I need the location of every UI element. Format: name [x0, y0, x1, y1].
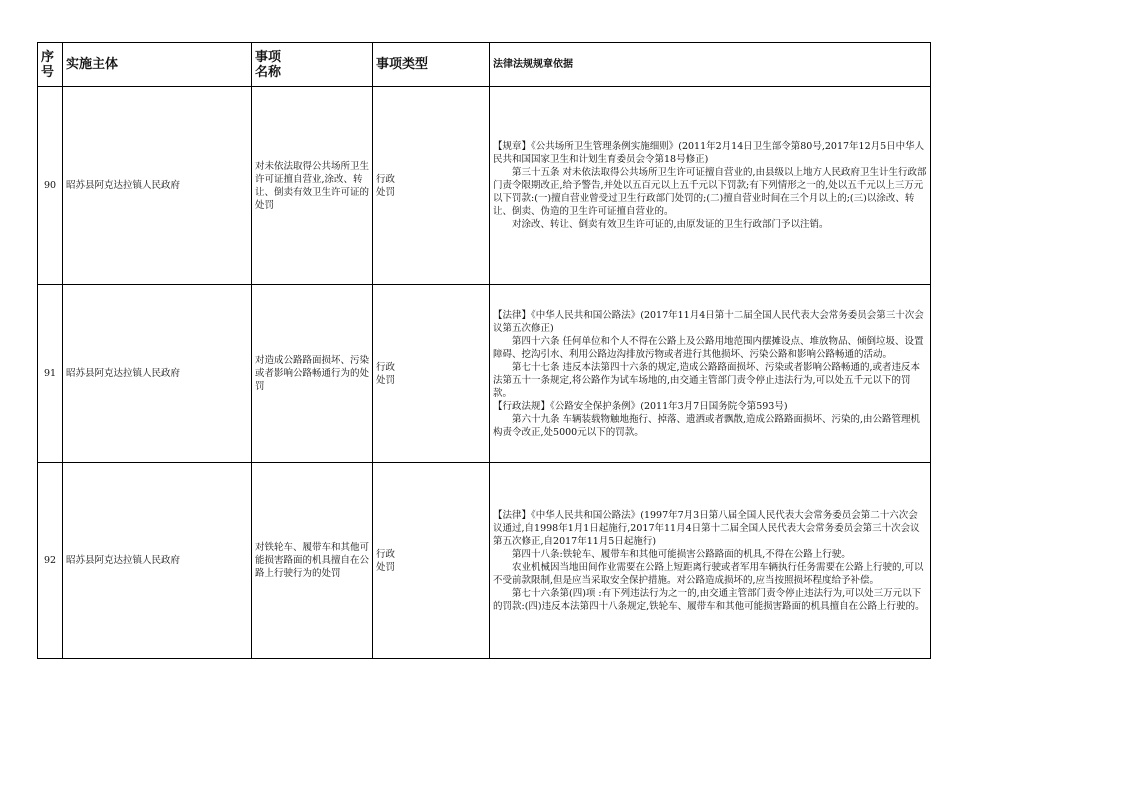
basis-paragraph: 第六十九条 车辆装载物触地拖行、掉落、遗洒或者飘散,造成公路路面损坏、污染的,由公路管理机构责令改正,处5000元以下的罚款。: [493, 413, 921, 438]
table-row: [38, 87, 931, 285]
header-no-text: 序 号: [41, 49, 55, 80]
basis-paragraph: 第七十六条第(四)项 :有下列违法行为之一的,由交通主管部门责令停止违法行为,可以处三万元以下的罚款:(四)违反本法第四十八条规定,铁轮车、履带车和其他可能损害路面的机具擅自在公路上行驶的。: [493, 587, 925, 612]
row-entity: 昭苏县阿克达拉镇人民政府: [63, 463, 252, 659]
row-basis: [490, 285, 931, 463]
header-entity: [63, 43, 252, 87]
table-row: [38, 285, 931, 463]
basis-paragraph: 【法律】《中华人民共和国公路法》(2017年11月4日第十二届全国人民代表大会常务委员会第三十次会议第五次修正): [493, 309, 924, 334]
row-type: [373, 87, 490, 285]
row-no: 92: [38, 463, 63, 659]
header-type-text: 事项类型: [376, 57, 429, 72]
basis-paragraph: 第三十五条 对未依法取得公共场所卫生许可证擅自营业的,由县级以上地方人民政府卫生计生行政部门责令限期改正,给予警告,并处以五百元以上五千元以下罚款;有下列情形之一的,处以五千元以上三万元以下罚款:(一)擅自营业曾受过卫生行政部门处罚的;(二)擅自营业时间在三个月以上的;(三)以涂改、转让、倒卖、伪造的卫生许可证擅自营业的。: [493, 167, 927, 217]
header-type: [373, 43, 490, 87]
basis-paragraph: 农业机械因当地田间作业需要在公路上短距离行驶或者军用车辆执行任务需要在公路上行驶的,可以不受前款限制,但是应当采取安全保护措施。对公路造成损坏的,应当按照损坏程度给予补偿。: [493, 561, 924, 586]
row-entity: 昭苏县阿克达拉镇人民政府: [63, 87, 252, 285]
row-type-text: 行政 处罚: [376, 548, 396, 573]
table-row: [38, 463, 931, 659]
header-entity-text: 实施主体: [66, 57, 119, 72]
row-entity: 昭苏县阿克达拉镇人民政府: [63, 285, 252, 463]
row-basis: [490, 463, 931, 659]
header-basis: [490, 43, 931, 87]
row-item: 对未依法取得公共场所卫生许可证擅自营业,涂改、转让、倒卖有效卫生许可证的处罚: [252, 87, 373, 285]
basis-paragraph: 【行政法规】《公路安全保护条例》(2011年3月7日国务院令第593号): [493, 400, 788, 412]
basis-paragraph: 【规章】《公共场所卫生管理条例实施细则》(2011年2月14日卫生部令第80号,2017年12月5日中华人民共和国国家卫生和计划生育委员会令第18号修正): [493, 141, 925, 165]
row-basis: [490, 87, 931, 285]
header-row: [38, 43, 931, 87]
basis-paragraph: 第四十八条:铁轮车、履带车和其他可能损害公路路面的机具,不得在公路上行驶。: [512, 548, 851, 560]
row-type-text: 行政 处罚: [376, 361, 396, 386]
basis-paragraph: 对涂改、转让、倒卖有效卫生许可证的,由原发证的卫生行政部门予以注销。: [512, 219, 829, 230]
row-item: 对铁轮车、履带车和其他可能损害路面的机具擅自在公路上行驶行为的处罚: [252, 463, 373, 659]
basis-paragraph: 第四十六条 任何单位和个人不得在公路上及公路用地范围内摆摊设点、堆放物品、倾倒垃圾、设置障碍、挖沟引水、利用公路边沟排放污物或者进行其他损坏、污染公路和影响公路畅通的活动。: [493, 335, 924, 360]
row-type: [373, 285, 490, 463]
row-item: 对造成公路路面损坏、污染或者影响公路畅通行为的处罚: [252, 285, 373, 463]
row-no: 90: [38, 87, 63, 285]
basis-paragraph: 【法律】《中华人民共和国公路法》(1997年7月3日第八届全国人民代表大会常务委员会第二十六次会议通过,自1998年1月1日起施行,2017年11月4日第十二届全国人民代表大会常务委员会第三十次会议第五次修正,自2017年11月5日起施行): [493, 509, 920, 547]
header-item-text: 事项 名称: [255, 49, 282, 80]
row-no: 91: [38, 285, 63, 463]
header-basis-text: 法律法规规章依据: [493, 59, 573, 70]
basis-paragraph: 第七十七条 违反本法第四十六条的规定,造成公路路面损坏、污染或者影响公路畅通的,或者违反本法第五十一条规定,将公路作为试车场地的,由交通主管部门责令停止违法行为,可以处五千元以下的罚款。: [493, 361, 921, 399]
header-no: [38, 43, 63, 87]
header-item: [252, 43, 373, 87]
sheet-table: [37, 42, 931, 659]
row-type: [373, 463, 490, 659]
row-type-text: 行政 处罚: [376, 173, 396, 198]
